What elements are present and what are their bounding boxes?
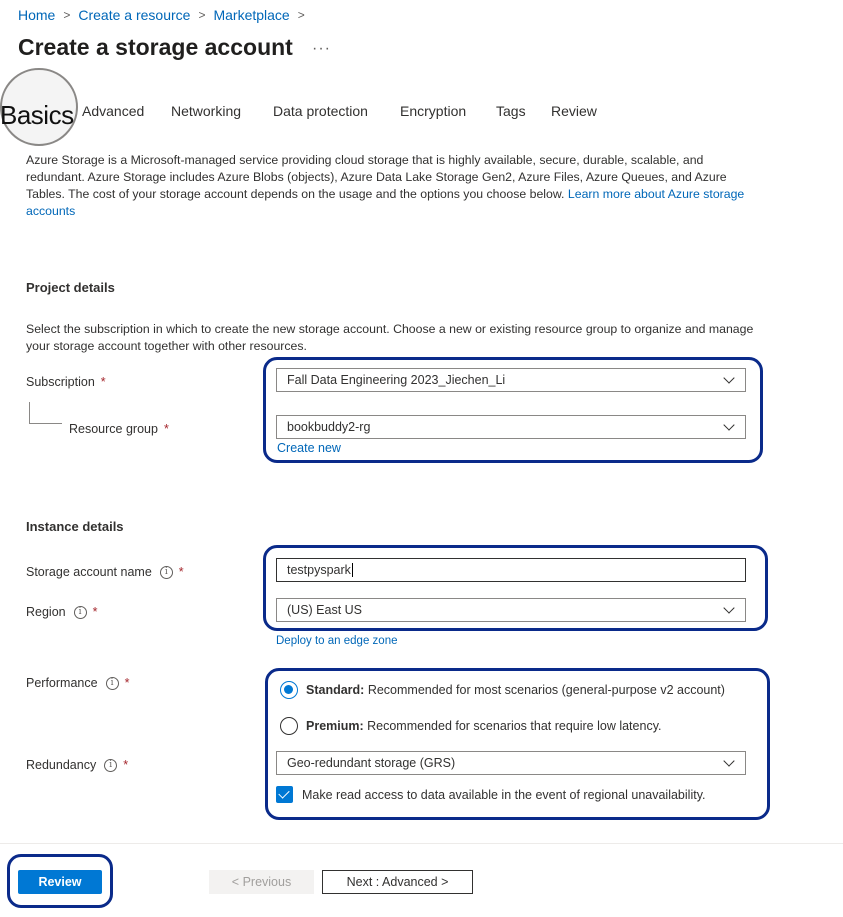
review-button[interactable]: Review (18, 870, 102, 894)
tree-connector-vertical (29, 402, 30, 423)
instance-details-heading: Instance details (26, 519, 124, 534)
redundancy-label (26, 758, 128, 772)
region-select[interactable] (276, 598, 746, 622)
required-asterisk: * (123, 758, 129, 772)
previous-button[interactable]: < Previous (209, 870, 314, 894)
resource-group-select[interactable] (276, 415, 746, 439)
region-label (26, 605, 98, 619)
tab-basics[interactable]: Basics (0, 100, 74, 130)
storage-account-name-label-text: Storage account name (26, 565, 152, 579)
standard-description: Recommended for most scenarios (general-purpose v2 account) (364, 683, 725, 697)
resource-group-label (69, 422, 169, 436)
tab-networking[interactable]: Networking (171, 103, 242, 119)
required-asterisk: * (100, 375, 106, 389)
radio-unselected-icon (280, 717, 298, 735)
required-asterisk: * (124, 676, 130, 690)
resource-group-value: bookbuddy2-rg (287, 420, 371, 434)
redundancy-select[interactable] (276, 751, 746, 775)
tab-advanced[interactable]: Advanced (82, 103, 145, 119)
storage-account-name-input[interactable] (276, 558, 746, 582)
tree-connector-horizontal (29, 423, 62, 424)
learn-more-link[interactable]: Learn more about Azure storage accounts (26, 187, 745, 218)
resource-group-label-text: Resource group (69, 422, 158, 436)
performance-label-text: Performance (26, 676, 98, 690)
checkbox-checked-icon (276, 786, 293, 803)
chevron-down-icon (723, 421, 735, 433)
read-access-checkbox[interactable] (276, 786, 706, 803)
info-icon[interactable]: i (106, 677, 119, 690)
required-asterisk: * (163, 422, 169, 436)
subscription-value: Fall Data Engineering 2023_Jiechen_Li (287, 373, 506, 387)
storage-account-name-value: testpyspark (287, 563, 351, 577)
info-icon[interactable]: i (74, 606, 87, 619)
region-value: (US) East US (287, 603, 363, 617)
tab-tags[interactable]: Tags (496, 103, 526, 119)
chevron-down-icon (723, 374, 735, 386)
region-label-text: Region (26, 605, 66, 619)
chevron-right-icon: > (198, 8, 206, 22)
breadcrumb (18, 7, 313, 23)
chevron-right-icon: > (297, 8, 305, 22)
redundancy-value: Geo-redundant storage (GRS) (287, 756, 456, 770)
breadcrumb-home-link[interactable]: Home (18, 7, 56, 23)
tab-review[interactable]: Review (551, 103, 597, 119)
redundancy-label-text: Redundancy (26, 758, 97, 772)
subscription-label (26, 375, 106, 389)
radio-selected-icon (280, 681, 298, 699)
intro-text: Azure Storage is a Microsoft-managed service providing cloud storage that is highly available, secure, durable, scalable, and redundant. Azure Storage includes Azure Blobs (objects), Azure Data Lake Storage Gen2, Azure Files, Azure Queues, and Azure Tables. The cost of your storage account depends on the usage and the options you choose below. (26, 153, 727, 201)
info-icon[interactable]: i (160, 566, 173, 579)
next-advanced-button[interactable]: Next : Advanced > (322, 870, 473, 894)
text-cursor (352, 563, 353, 577)
required-asterisk: * (178, 565, 184, 579)
intro-description (26, 152, 756, 220)
performance-premium-radio[interactable] (280, 717, 661, 735)
tab-encryption[interactable]: Encryption (400, 103, 467, 119)
performance-standard-radio[interactable] (280, 681, 725, 699)
page-title: Create a storage account (18, 34, 293, 60)
footer-divider (0, 843, 843, 844)
required-asterisk: * (92, 605, 98, 619)
subscription-select[interactable] (276, 368, 746, 392)
chevron-down-icon (723, 757, 735, 769)
standard-title: Standard: (306, 683, 365, 697)
deploy-edge-zone-link[interactable]: Deploy to an edge zone (276, 635, 398, 647)
performance-label (26, 676, 129, 690)
chevron-right-icon: > (63, 8, 71, 22)
breadcrumb-marketplace-link[interactable]: Marketplace (213, 7, 290, 23)
storage-account-name-label (26, 565, 184, 579)
create-new-resource-group-link[interactable]: Create new (277, 441, 341, 455)
breadcrumb-create-resource-link[interactable]: Create a resource (78, 7, 191, 23)
project-details-description: Select the subscription in which to create the new storage account. Choose a new or existing resource group to organize and manage your storage account together with other resources. (26, 322, 754, 353)
info-icon[interactable]: i (104, 759, 117, 772)
subscription-label-text: Subscription (26, 375, 95, 389)
project-details-heading: Project details (26, 280, 115, 295)
read-access-label: Make read access to data available in the event of regional unavailability. (302, 787, 706, 802)
tab-data-protection[interactable]: Data protection (273, 103, 368, 119)
premium-description: Recommended for scenarios that require low latency. (363, 719, 662, 733)
premium-title: Premium: (306, 719, 364, 733)
more-options-icon[interactable]: ··· (312, 40, 331, 57)
chevron-down-icon (723, 604, 735, 616)
